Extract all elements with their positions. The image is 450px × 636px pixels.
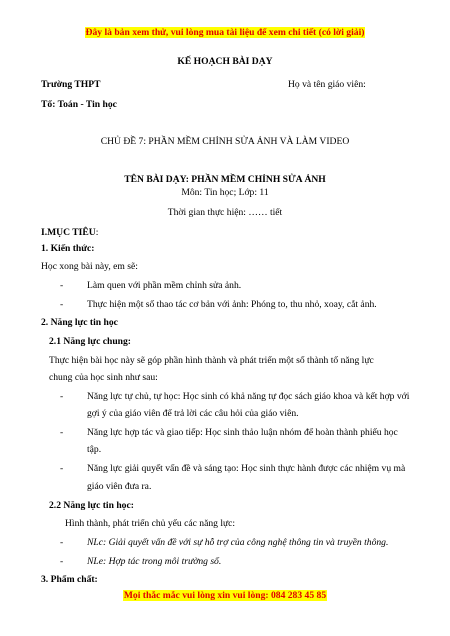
duration: Thời gian thực hiện: …… tiết	[167, 207, 283, 218]
bullet-dash: -	[60, 556, 64, 567]
header-banner	[0, 27, 450, 38]
bullet-dash: -	[60, 537, 64, 548]
quality-heading: 3. Phẩm chất:	[41, 574, 98, 585]
teacher-name-label: Họ và tên giáo viên:	[288, 79, 366, 90]
bullet-dash: -	[60, 427, 64, 438]
knowledge-intro: Học xong bài này, em sẽ:	[41, 261, 138, 272]
general-intro-line: chung của học sinh như sau:	[49, 372, 158, 383]
lesson-title: TÊN BÀI DẠY: PHẦN MỀM CHỈNH SỬA ẢNH	[124, 174, 326, 185]
it-competence-heading: 2.2 Năng lực tin học:	[49, 500, 134, 511]
bullet-dash: -	[60, 391, 64, 402]
competence-heading: 2. Năng lực tin học	[41, 317, 118, 328]
bullet-dash: -	[60, 463, 64, 474]
it-intro: Hình thành, phát triển chủ yếu các năng lực:	[65, 518, 236, 529]
general-item-line: Năng lực giải quyết vấn đề và sáng tạo: Học sinh thực hành được các nhiệm vụ mà	[87, 463, 406, 474]
subject-grade: Môn: Tin học; Lớp: 11	[181, 187, 269, 198]
document-title: KẾ HOẠCH BÀI DẠY	[177, 56, 273, 67]
general-intro-line: Thực hiện bài học này sẽ góp phần hình thành và phát triển một số thành tố năng lực	[49, 355, 374, 366]
knowledge-item: Làm quen với phần mềm chỉnh sửa ảnh.	[87, 280, 242, 291]
section-goals-colon: :	[95, 227, 99, 238]
general-item-line: gợi ý của giáo viên để trả lời các câu hỏi của giáo viên.	[87, 408, 299, 419]
general-item-line: Năng lực tự chủ, tự học: Học sinh có khả năng tự đọc sách giáo khoa và kết hợp với	[87, 391, 410, 402]
knowledge-item: Thực hiện một số thao tác cơ bản với ảnh: Phóng to, thu nhỏ, xoay, cắt ảnh.	[87, 299, 377, 310]
it-item: NLc: Giải quyết vấn đề với sự hỗ trợ của công nghệ thông tin và truyền thông.	[87, 537, 389, 548]
section-goals-text: I.MỤC TIÊU	[41, 227, 96, 238]
department-name: Tổ: Toán - Tin học	[41, 99, 117, 110]
header-banner-text: Đây là bản xem thử, vui lòng mua tài liệu để xem chi tiết (có lời giải)	[85, 27, 365, 38]
footer-banner-text: Mọi thắc mắc vui lòng xin vui lòng: 084 283 45 85	[123, 590, 327, 601]
general-competence-heading: 2.1 Năng lực chung:	[49, 336, 131, 347]
general-item-line: giáo viên đưa ra.	[87, 481, 152, 492]
footer-banner	[0, 590, 450, 601]
general-item-line: Năng lực hợp tác và giao tiếp: Học sinh thảo luận nhóm để hoàn thành phiếu học	[87, 427, 398, 438]
knowledge-heading: 1. Kiến thức:	[41, 243, 95, 254]
bullet-dash: -	[60, 280, 64, 291]
topic-title: CHỦ ĐỀ 7: PHẦN MỀM CHỈNH SỬA ẢNH VÀ LÀM VIDEO	[100, 136, 350, 147]
section-goals-heading	[41, 227, 98, 239]
general-item-line: tập.	[87, 444, 102, 455]
it-item: NLe: Hợp tác trong môi trường số.	[87, 556, 222, 567]
school-name: Trường THPT	[41, 79, 101, 90]
bullet-dash: -	[60, 299, 64, 310]
